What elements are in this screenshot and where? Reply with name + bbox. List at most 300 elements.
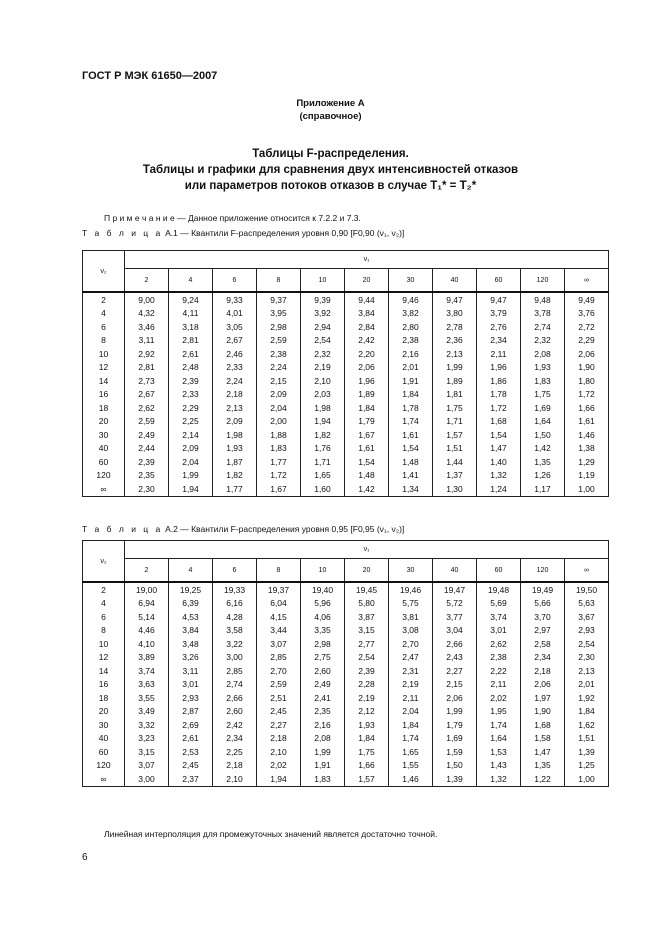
table-cell: 2,08 <box>521 347 565 361</box>
table-cell: 2,24 <box>257 361 301 375</box>
table-cell: 4,01 <box>213 307 257 321</box>
column-header: 10 <box>301 269 345 293</box>
table-cell: 2,03 <box>301 388 345 402</box>
table-cell: 2,34 <box>521 651 565 665</box>
table-cell: 3,80 <box>433 307 477 321</box>
table-cell: 3,82 <box>389 307 433 321</box>
column-header: 4 <box>169 269 213 293</box>
table-cell: 2,15 <box>257 374 301 388</box>
annex-title: Приложение А <box>296 98 365 109</box>
table-cell: 2,09 <box>169 442 213 456</box>
heading-line-1: Таблицы F-распределения. <box>252 148 409 160</box>
table-cell: 2,36 <box>433 334 477 348</box>
table-cell: 2,93 <box>169 691 213 705</box>
table-cell: 3,87 <box>345 610 389 624</box>
table-cell: 3,35 <box>301 624 345 638</box>
table-cell: 2,75 <box>301 651 345 665</box>
table-cell: 1,88 <box>257 428 301 442</box>
table-cell: 2,33 <box>169 388 213 402</box>
table-cell: 2,61 <box>169 347 213 361</box>
column-header: 2 <box>125 269 169 293</box>
row-label: 2 <box>83 292 125 307</box>
table-cell: 2,42 <box>213 718 257 732</box>
table-cell: 1,34 <box>389 482 433 496</box>
table-cell: 2,06 <box>433 691 477 705</box>
table-cell: 1,35 <box>521 759 565 773</box>
table-cell: 1,91 <box>389 374 433 388</box>
table-cell: 2,06 <box>521 678 565 692</box>
table-cell: 1,94 <box>257 772 301 786</box>
table-cell: 1,84 <box>345 732 389 746</box>
table-cell: 1,66 <box>345 759 389 773</box>
annex-subtitle: (справочное) <box>299 111 362 122</box>
table-cell: 2,49 <box>301 678 345 692</box>
table-cell: 9,48 <box>521 292 565 307</box>
table-cell: 1,75 <box>521 388 565 402</box>
table-cell: 1,87 <box>213 455 257 469</box>
table-cell: 1,76 <box>301 442 345 456</box>
table-cell: 1,99 <box>301 745 345 759</box>
table-cell: 3,00 <box>125 772 169 786</box>
row-label: 20 <box>83 705 125 719</box>
table-cell: 6,94 <box>125 597 169 611</box>
table-cell: 2,33 <box>213 361 257 375</box>
table-cell: 2,06 <box>345 361 389 375</box>
table-cell: 2,59 <box>257 678 301 692</box>
table-cell: 2,78 <box>433 320 477 334</box>
table-cell: 2,73 <box>125 374 169 388</box>
table-cell: 2,31 <box>389 664 433 678</box>
table-cell: 2,06 <box>565 347 609 361</box>
column-header: 120 <box>521 269 565 293</box>
table-cell: 2,11 <box>477 678 521 692</box>
column-header: 40 <box>433 269 477 293</box>
table-cell: 2,04 <box>389 705 433 719</box>
table-cell: 2,35 <box>301 705 345 719</box>
row-label: 120 <box>83 469 125 483</box>
table-cell: 2,39 <box>345 664 389 678</box>
table-cell: 2,81 <box>125 361 169 375</box>
table-row <box>83 469 609 483</box>
table-cell: 5,69 <box>477 597 521 611</box>
table-cell: 2,10 <box>301 374 345 388</box>
column-header: 30 <box>389 559 433 583</box>
table-cell: 1,68 <box>521 718 565 732</box>
table-cell: 2,22 <box>477 664 521 678</box>
table-cell: 3,77 <box>433 610 477 624</box>
table-cell: 2,54 <box>301 334 345 348</box>
row-label: 18 <box>83 691 125 705</box>
caption-text: А.2 — Квантили F-распределения уровня 0,95 [F0,95 (ν₁, ν₂)] <box>162 524 405 534</box>
table-cell: 1,65 <box>301 469 345 483</box>
table-cell: 2,77 <box>345 637 389 651</box>
table-cell: 2,10 <box>213 772 257 786</box>
table-cell: 1,84 <box>389 388 433 402</box>
table-row <box>83 347 609 361</box>
table-cell: 2,16 <box>389 347 433 361</box>
table-cell: 1,84 <box>345 401 389 415</box>
table-row <box>83 334 609 348</box>
table-cell: 1,89 <box>433 374 477 388</box>
table-row <box>83 772 609 786</box>
table-cell: 2,28 <box>345 678 389 692</box>
table-cell: 1,84 <box>389 718 433 732</box>
table-cell: 2,00 <box>257 415 301 429</box>
table-cell: 3,92 <box>301 307 345 321</box>
caption-label: Т а б л и ц а <box>82 524 163 534</box>
table-cell: 3,46 <box>125 320 169 334</box>
table-cell: 1,62 <box>565 718 609 732</box>
row-label: ∞ <box>83 772 125 786</box>
table-cell: 1,98 <box>301 401 345 415</box>
table-cell: 2,27 <box>257 718 301 732</box>
table-row <box>83 307 609 321</box>
table-cell: 1,50 <box>433 759 477 773</box>
table-cell: 1,75 <box>345 745 389 759</box>
table-cell: 3,26 <box>169 651 213 665</box>
table-row <box>83 401 609 415</box>
table-cell: 5,72 <box>433 597 477 611</box>
table-cell: 1,97 <box>521 691 565 705</box>
table-cell: 1,99 <box>169 469 213 483</box>
table-cell: 1,78 <box>389 401 433 415</box>
table-cell: 1,58 <box>521 732 565 746</box>
table-cell: 1,47 <box>477 442 521 456</box>
table-cell: 2,97 <box>521 624 565 638</box>
table-cell: 1,61 <box>389 428 433 442</box>
table-cell: 2,12 <box>345 705 389 719</box>
table-cell: 2,54 <box>565 637 609 651</box>
table-cell: 1,65 <box>389 745 433 759</box>
table-cell: 2,30 <box>125 482 169 496</box>
table-cell: 1,39 <box>565 745 609 759</box>
row-label: 18 <box>83 401 125 415</box>
table-cell: 1,93 <box>345 718 389 732</box>
table-cell: 19,49 <box>521 582 565 597</box>
row-label: 8 <box>83 624 125 638</box>
table-cell: 2,16 <box>301 718 345 732</box>
document-header: ГОСТ Р МЭК 61650—2007 <box>82 70 218 82</box>
table-cell: 1,86 <box>477 374 521 388</box>
table-cell: 2,20 <box>345 347 389 361</box>
table-cell: 1,72 <box>257 469 301 483</box>
table-cell: 2,13 <box>433 347 477 361</box>
table-cell: 3,78 <box>521 307 565 321</box>
table-cell: 3,58 <box>213 624 257 638</box>
table-cell: 1,77 <box>257 455 301 469</box>
table-cell: 2,54 <box>345 651 389 665</box>
table-row <box>83 759 609 773</box>
table-cell: 2,08 <box>301 732 345 746</box>
column-header: 40 <box>433 559 477 583</box>
table-cell: 5,14 <box>125 610 169 624</box>
table-cell: 2,98 <box>301 637 345 651</box>
table-cell: 3,23 <box>125 732 169 746</box>
table-cell: 4,53 <box>169 610 213 624</box>
table-cell: 2,43 <box>433 651 477 665</box>
table-cell: 2,32 <box>521 334 565 348</box>
table-cell: 1,89 <box>345 388 389 402</box>
table-row <box>83 664 609 678</box>
row-header-v2: ν₂ <box>83 541 125 583</box>
table-cell: 3,22 <box>213 637 257 651</box>
table-cell: 2,44 <box>125 442 169 456</box>
row-label: 6 <box>83 320 125 334</box>
table-row <box>83 624 609 638</box>
table-cell: 1,66 <box>565 401 609 415</box>
table-a2 <box>82 540 609 787</box>
column-header: ∞ <box>565 269 609 293</box>
table-cell: 1,29 <box>565 455 609 469</box>
table-cell: 9,24 <box>169 292 213 307</box>
table-cell: 2,76 <box>477 320 521 334</box>
table-cell: 1,44 <box>433 455 477 469</box>
table-a1-caption <box>82 228 404 238</box>
table-cell: 2,11 <box>389 691 433 705</box>
table-cell: 3,05 <box>213 320 257 334</box>
table-row <box>83 455 609 469</box>
table-cell: 1,90 <box>565 361 609 375</box>
table-row <box>83 320 609 334</box>
table-cell: 1,26 <box>521 469 565 483</box>
table-cell: 2,66 <box>433 637 477 651</box>
column-header: 60 <box>477 559 521 583</box>
table-cell: 1,74 <box>389 732 433 746</box>
table-cell: 4,10 <box>125 637 169 651</box>
table-cell: 2,66 <box>213 691 257 705</box>
row-label: 40 <box>83 732 125 746</box>
table-cell: 1,81 <box>433 388 477 402</box>
table-cell: 2,09 <box>213 415 257 429</box>
table-a2-caption <box>82 524 404 534</box>
row-label: 12 <box>83 361 125 375</box>
table-cell: 1,54 <box>389 442 433 456</box>
table-cell: 1,99 <box>433 361 477 375</box>
table-cell: 1,61 <box>345 442 389 456</box>
table-cell: 1,68 <box>477 415 521 429</box>
table-row <box>83 651 609 665</box>
table-cell: 5,96 <box>301 597 345 611</box>
table-cell: 19,50 <box>565 582 609 597</box>
table-cell: 1,83 <box>521 374 565 388</box>
row-label: 4 <box>83 307 125 321</box>
row-label: 6 <box>83 610 125 624</box>
table-row <box>83 637 609 651</box>
table-cell: 6,39 <box>169 597 213 611</box>
table-cell: 1,25 <box>565 759 609 773</box>
column-header: 60 <box>477 269 521 293</box>
table-cell: 1,91 <box>301 759 345 773</box>
table-cell: 1,79 <box>433 718 477 732</box>
table-cell: 1,00 <box>565 482 609 496</box>
table-cell: 1,83 <box>301 772 345 786</box>
table-row <box>83 374 609 388</box>
row-label: 16 <box>83 678 125 692</box>
row-label: 20 <box>83 415 125 429</box>
table-cell: 1,50 <box>521 428 565 442</box>
table-cell: 2,27 <box>433 664 477 678</box>
table-cell: 2,13 <box>565 664 609 678</box>
row-label: 4 <box>83 597 125 611</box>
row-label: 30 <box>83 428 125 442</box>
table-cell: 1,57 <box>345 772 389 786</box>
table-cell: 1,93 <box>521 361 565 375</box>
table-cell: 2,85 <box>213 664 257 678</box>
table-cell: 1,37 <box>433 469 477 483</box>
table-cell: 9,47 <box>477 292 521 307</box>
table-row <box>83 442 609 456</box>
table-cell: 1,54 <box>477 428 521 442</box>
row-label: 60 <box>83 455 125 469</box>
table-cell: 3,74 <box>477 610 521 624</box>
table-cell: 1,69 <box>433 732 477 746</box>
table-cell: 1,78 <box>477 388 521 402</box>
table-cell: 2,74 <box>521 320 565 334</box>
column-header: 20 <box>345 559 389 583</box>
table-cell: 3,07 <box>125 759 169 773</box>
table-cell: 2,37 <box>169 772 213 786</box>
table-cell: 3,44 <box>257 624 301 638</box>
table-cell: 1,80 <box>565 374 609 388</box>
table-cell: 2,13 <box>213 401 257 415</box>
table-cell: 2,62 <box>477 637 521 651</box>
table-cell: 3,84 <box>345 307 389 321</box>
table-cell: 2,35 <box>125 469 169 483</box>
table-cell: 2,15 <box>433 678 477 692</box>
row-label: 60 <box>83 745 125 759</box>
table-cell: 3,79 <box>477 307 521 321</box>
table-cell: 2,45 <box>169 759 213 773</box>
table-cell: 1,95 <box>477 705 521 719</box>
table-cell: 1,96 <box>345 374 389 388</box>
table-cell: 3,89 <box>125 651 169 665</box>
footer-note: Линейная интерполяция для промежуточных значений является достаточно точной. <box>104 829 438 839</box>
table-cell: 1,53 <box>477 745 521 759</box>
row-label: 16 <box>83 388 125 402</box>
table-cell: 2,62 <box>125 401 169 415</box>
table-cell: 1,46 <box>389 772 433 786</box>
note-label: П р и м е ч а н и е <box>104 213 175 223</box>
table-cell: 3,04 <box>433 624 477 638</box>
table-cell: 5,75 <box>389 597 433 611</box>
table-cell: 19,25 <box>169 582 213 597</box>
table-cell: 19,46 <box>389 582 433 597</box>
table-cell: 2,80 <box>389 320 433 334</box>
table-cell: 2,87 <box>169 705 213 719</box>
table-cell: 2,48 <box>169 361 213 375</box>
table-cell: 1,90 <box>521 705 565 719</box>
table-cell: 2,02 <box>257 759 301 773</box>
table-cell: 2,74 <box>213 678 257 692</box>
table-cell: 1,84 <box>565 705 609 719</box>
row-label: 30 <box>83 718 125 732</box>
table-cell: 2,30 <box>565 651 609 665</box>
table-cell: 1,55 <box>389 759 433 773</box>
table-row <box>83 678 609 692</box>
table-cell: 2,01 <box>389 361 433 375</box>
table-cell: 1,48 <box>389 455 433 469</box>
table-cell: 1,98 <box>213 428 257 442</box>
table-cell: 4,28 <box>213 610 257 624</box>
table-cell: 3,01 <box>169 678 213 692</box>
table-cell: 2,18 <box>257 732 301 746</box>
table-cell: 1,46 <box>565 428 609 442</box>
table-cell: 3,00 <box>213 651 257 665</box>
table-cell: 1,60 <box>301 482 345 496</box>
table-cell: 2,42 <box>345 334 389 348</box>
table-row <box>83 415 609 429</box>
table-cell: 3,01 <box>477 624 521 638</box>
table-cell: 2,58 <box>521 637 565 651</box>
table-cell: 3,55 <box>125 691 169 705</box>
table-cell: 2,92 <box>125 347 169 361</box>
table-cell: 9,44 <box>345 292 389 307</box>
table-cell: 5,66 <box>521 597 565 611</box>
table-cell: 2,24 <box>213 374 257 388</box>
column-header: 8 <box>257 559 301 583</box>
table-cell: 3,81 <box>389 610 433 624</box>
table-cell: 1,39 <box>433 772 477 786</box>
table-cell: 5,80 <box>345 597 389 611</box>
table-cell: 2,93 <box>565 624 609 638</box>
page-number: 6 <box>82 852 88 863</box>
column-header: 30 <box>389 269 433 293</box>
table-cell: 2,10 <box>257 745 301 759</box>
table-row <box>83 361 609 375</box>
table-row <box>83 482 609 496</box>
table-row <box>83 610 609 624</box>
table-cell: 1,32 <box>477 772 521 786</box>
table-row <box>83 292 609 307</box>
table-cell: 1,35 <box>521 455 565 469</box>
table-row <box>83 705 609 719</box>
table-cell: 1,72 <box>477 401 521 415</box>
row-label: 8 <box>83 334 125 348</box>
table-cell: 2,02 <box>477 691 521 705</box>
table-row <box>83 718 609 732</box>
table-cell: 2,34 <box>213 732 257 746</box>
table-cell: 2,67 <box>125 388 169 402</box>
table-cell: 2,69 <box>169 718 213 732</box>
table-cell: 1,79 <box>345 415 389 429</box>
table-cell: 1,59 <box>433 745 477 759</box>
table-cell: 3,70 <box>521 610 565 624</box>
table-row <box>83 582 609 597</box>
table-cell: 4,46 <box>125 624 169 638</box>
table-cell: 1,82 <box>213 469 257 483</box>
caption-label: Т а б л и ц а <box>82 228 163 238</box>
table-cell: 9,46 <box>389 292 433 307</box>
table-cell: 2,25 <box>169 415 213 429</box>
table-cell: 2,04 <box>257 401 301 415</box>
col-group-v1: ν₁ <box>125 251 609 269</box>
table-cell: 2,60 <box>213 705 257 719</box>
table-cell: 2,94 <box>301 320 345 334</box>
table-cell: 2,18 <box>521 664 565 678</box>
table-cell: 2,45 <box>257 705 301 719</box>
table-cell: 1,38 <box>565 442 609 456</box>
table-cell: 1,51 <box>433 442 477 456</box>
table-cell: 1,47 <box>521 745 565 759</box>
table-cell: 1,40 <box>477 455 521 469</box>
table-cell: 1,64 <box>477 732 521 746</box>
table-cell: 1,94 <box>301 415 345 429</box>
table-cell: 2,29 <box>169 401 213 415</box>
table-cell: 1,48 <box>345 469 389 483</box>
table-cell: 2,34 <box>477 334 521 348</box>
table-cell: 1,99 <box>433 705 477 719</box>
note-text: — Данное приложение относится к 7.2.2 и 7.3. <box>174 213 361 223</box>
